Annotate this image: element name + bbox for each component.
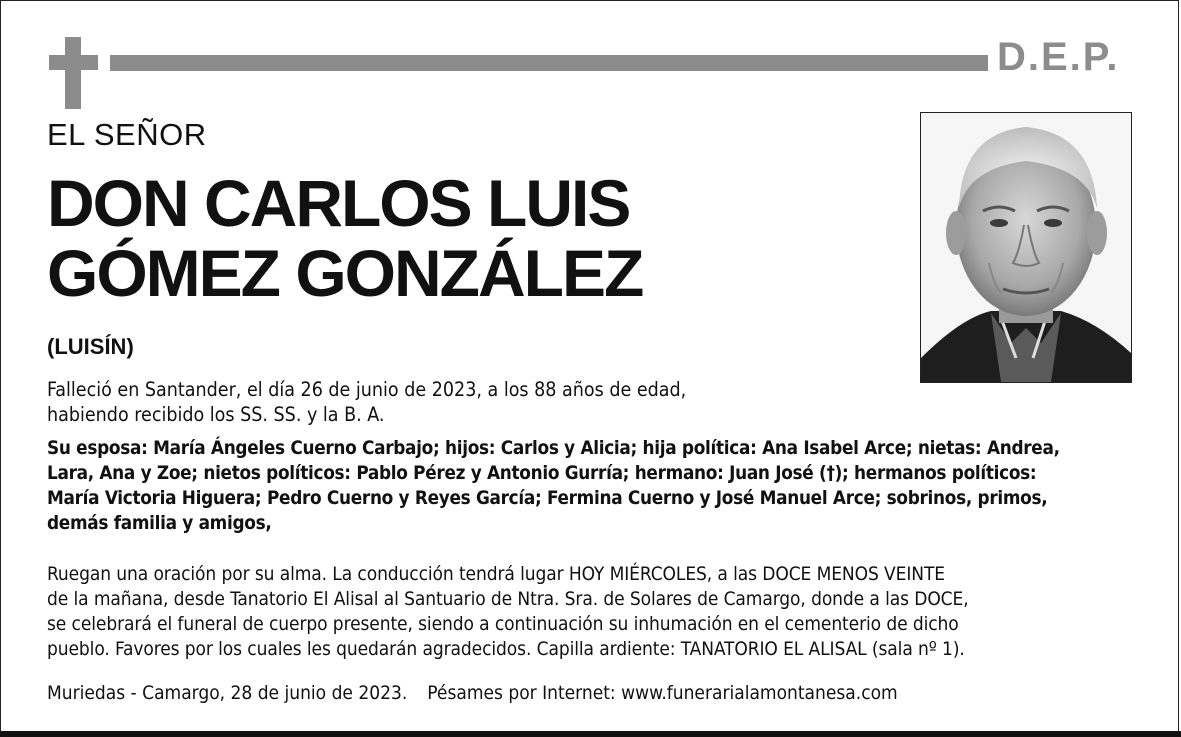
family-line: Su esposa: María Ángeles Cuerno Carbajo; hijos: Carlos y Alicia; hija política: Ana Isabel Arce; nietas: Andrea, [47, 438, 1060, 459]
deceased-name [47, 168, 642, 308]
funeral-details [47, 562, 1147, 662]
footer [47, 681, 1147, 706]
family-line: Lara, Ana y Zoe; nietos políticos: Pablo Pérez y Antonio Gurría; hermano: Juan José (†); hermanos políticos: [47, 463, 1037, 484]
deceased-name-line2: GÓMEZ GONZÁLEZ [47, 236, 643, 310]
cross-icon-arm [49, 55, 98, 70]
header-rule [110, 55, 988, 71]
family-list [47, 436, 1137, 536]
heading: EL SEÑOR [47, 117, 207, 152]
family-line: demás familia y amigos, [47, 513, 272, 534]
funeral-line: pueblo. Favores por los cuales les quedarán agradecidos. Capilla ardiente: TANATORIO EL ALISAL (sala nº 1). [47, 638, 965, 660]
death-notice-line: Falleció en Santander, el día 26 de junio de 2023, a los 88 años de edad, [47, 378, 687, 401]
dep-label: D.E.P. [997, 35, 1120, 79]
death-notice [47, 377, 787, 427]
condolences-link[interactable]: Pésames por Internet: www.funerarialamontanesa.com [427, 682, 898, 704]
funeral-line: de la mañana, desde Tanatorio El Alisal al Santuario de Ntra. Sra. de Solares de Camargo, donde a las DOCE, [47, 588, 969, 610]
nickname: (LUISÍN) [47, 334, 134, 359]
bottom-border [0, 731, 1181, 737]
family-line: María Victoria Higuera; Pedro Cuerno y Reyes García; Fermina Cuerno y José Manuel Arce; sobrinos, primos, [47, 488, 1048, 509]
death-notice-line: habiendo recibido los SS. SS. y la B. A. [47, 403, 385, 426]
portrait-photo [920, 112, 1132, 383]
funeral-line: se celebrará el funeral de cuerpo presente, siendo a continuación su inhumación en el cementerio de dicho [47, 613, 959, 635]
cross-icon [65, 37, 81, 109]
place-date: Muriedas - Camargo, 28 de junio de 2023. [47, 682, 408, 704]
portrait-icon [921, 113, 1131, 382]
deceased-name-line1: DON CARLOS LUIS [47, 166, 630, 240]
funeral-line: Ruegan una oración por su alma. La conducción tendrá lugar HOY MIÉRCOLES, a las DOCE MENOS VEINTE [47, 563, 945, 585]
